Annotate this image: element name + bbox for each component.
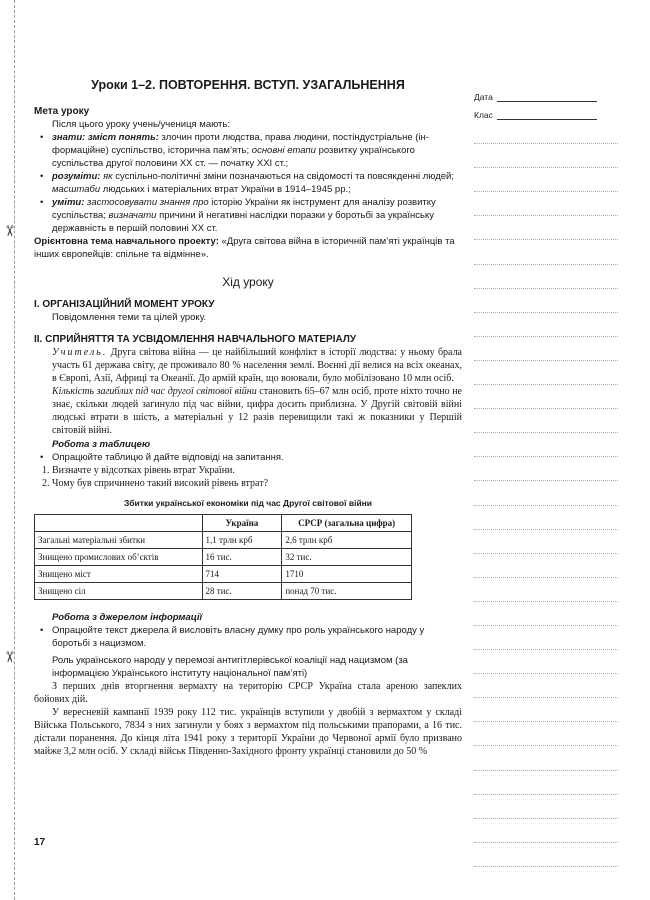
note-line[interactable]: [474, 192, 618, 216]
table-row: [35, 566, 412, 583]
note-line[interactable]: [474, 361, 618, 385]
note-line[interactable]: [474, 530, 618, 554]
table-row: [35, 532, 412, 549]
table-cell: 16 тис.: [202, 549, 282, 566]
goal-able: • уміти: застосовувати знання про історію України як інструмент для аналізу розвитку суспільства; визначати причини й негативні наслідки поразки у боротьбі за українську державність в першій половині XX ст.: [34, 196, 462, 235]
question-1: 1. Визначте у відсотках рівень втрат України.: [42, 465, 235, 476]
table-cell: 28 тис.: [202, 583, 282, 600]
note-line[interactable]: [474, 626, 618, 650]
note-line[interactable]: [474, 506, 618, 530]
table-cell: понад 70 тис.: [282, 583, 412, 600]
main-content: [34, 78, 462, 758]
note-line[interactable]: [474, 819, 618, 843]
table-cell: Загальні матеріальні збитки: [35, 532, 203, 549]
section-1-text: Повідомлення теми та цілей уроку.: [52, 312, 207, 323]
scissors-icon: ✂: [0, 650, 19, 664]
losses-table: [34, 514, 412, 600]
course-heading: Хід уроку: [222, 275, 274, 289]
source-title: Роль українського народу у перемозі антигітлерівської коаліції над нацизмом (за інформацією Українського інституту національної пам’яті): [52, 655, 408, 679]
table-row: [35, 549, 412, 566]
note-line[interactable]: [474, 144, 618, 168]
table-cell: Знищено міст: [35, 566, 203, 583]
note-line[interactable]: [474, 771, 618, 795]
source-paragraph-2: У вересневій кампанії 1939 року 112 тис. українців вступили у двобій з вермахтом у складі Війська Польського, 7834 з них загинули у боях з вермахтом під польськими прапорами, а 16 тис. дістали поранення. До кінця літа 1941 року з території України до Червоної армії було призвано майже 3,2 млн осіб. У складі військ Південно-Західного фронту українці становили до 50 %: [34, 707, 462, 757]
note-line[interactable]: [474, 168, 618, 192]
date-field[interactable]: [474, 84, 618, 102]
teacher-paragraph: Учитель. Друга світова війна — це найбільший конфлікт в історії людства: у ньому брала участь 61 держава світу, де проживало 80 % населення землі. Воєнні дії велися на всіх океанах, в Європі, Азії, Африці та Океанії. До армій країн, що воювали, було мобілізовано 10 млн осіб.: [52, 347, 462, 384]
losses-paragraph: Кількість загиблих під час другої світової війни становить 65–67 млн осіб, проте ніхто точно не знає, скільки людей загинуло під час війни, цифра досить приблизна. У Другій світовій війні людські втрати в шість, а матеріальні у 12 разів перевищили такі ж показники у Першій світовій війні.: [52, 386, 462, 436]
cut-line: [14, 0, 15, 900]
table-cell: 714: [202, 566, 282, 583]
section-1-heading: I. ОРГАНІЗАЦІЙНИЙ МОМЕНТ УРОКУ: [34, 299, 215, 310]
note-line[interactable]: [474, 602, 618, 626]
notes-sidebar: [474, 84, 618, 867]
source-task-heading: Робота з джерелом інформації: [52, 612, 203, 623]
note-line[interactable]: [474, 722, 618, 746]
class-line[interactable]: [497, 109, 597, 120]
note-line[interactable]: [474, 578, 618, 602]
teacher-label: Учитель.: [52, 347, 108, 358]
goal-understand: • розуміти: як суспільно-політичні зміни позначаються на свідомості та повсякденні людей; масштаби людських і матеріальних втрат України в 1914–1945 рр.;: [34, 170, 462, 196]
note-line[interactable]: [474, 843, 618, 867]
table-cell: 32 тис.: [282, 549, 412, 566]
title-prefix: Уроки 1–2.: [91, 78, 159, 92]
table-cell: 2,6 трлн крб: [282, 532, 412, 549]
goal-heading: Мета уроку: [34, 106, 90, 117]
note-line[interactable]: [474, 554, 618, 578]
understand-label: розуміти:: [52, 171, 101, 182]
note-line[interactable]: [474, 120, 618, 144]
page-number: 17: [34, 837, 46, 848]
note-line[interactable]: [474, 385, 618, 409]
lesson-title: [34, 78, 462, 92]
note-line[interactable]: [474, 289, 618, 313]
class-field[interactable]: [474, 102, 618, 120]
note-line[interactable]: [474, 265, 618, 289]
note-line[interactable]: [474, 337, 618, 361]
note-line[interactable]: [474, 746, 618, 770]
table-row: [35, 583, 412, 600]
table-header-row: [35, 515, 412, 532]
scissors-icon: ✂: [0, 224, 19, 238]
question-2: 2. Чому був спричинено такий високий рівень втрат?: [42, 478, 269, 489]
table-cell: 1,1 трлн крб: [202, 532, 282, 549]
project-topic: Орієнтовна тема навчального проекту: «Друга світова війна в історичній пам’яті українців та інших європейців: спільне та відмінне».: [34, 236, 455, 260]
table-cell: Знищено промислових об’єктів: [35, 549, 203, 566]
table-cell: Знищено сіл: [35, 583, 203, 600]
table-caption: Збитки української економіки під час Другої світової війни: [123, 498, 373, 508]
date-line[interactable]: [497, 91, 597, 102]
note-line[interactable]: [474, 698, 618, 722]
note-line[interactable]: [474, 240, 618, 264]
source-task-bullet: • Опрацюйте текст джерела й висловіть власну думку про роль українського народу у боротьбі з нацизмом.: [34, 624, 462, 650]
note-line[interactable]: [474, 313, 618, 337]
table-cell: 1710: [282, 566, 412, 583]
date-label: Дата: [474, 92, 493, 102]
class-label: Клас: [474, 110, 493, 120]
table-header-cell: Україна: [202, 515, 282, 532]
note-line[interactable]: [474, 433, 618, 457]
note-line[interactable]: [474, 795, 618, 819]
note-line[interactable]: [474, 481, 618, 505]
note-line[interactable]: [474, 216, 618, 240]
note-line[interactable]: [474, 650, 618, 674]
table-task-bullet: • Опрацюйте таблицю й дайте відповіді на запитання.: [34, 451, 462, 464]
table-header-cell: СРСР (загальна цифра): [282, 515, 412, 532]
source-paragraph-1: З перших днів вторгнення вермахту на територію СРСР Україна стала ареною запеклих бойових дій.: [34, 681, 462, 705]
table-task-heading: Робота з таблицею: [52, 439, 151, 450]
note-line[interactable]: [474, 409, 618, 433]
note-line[interactable]: [474, 674, 618, 698]
goal-know: • знати: зміст понять: злочин проти людства, права людини, постіндустріальне (інформаційне) суспільство, історична пам’ять; основні етапи розвитку українського суспільства другої половини XX ст. — початку XXI ст.;: [34, 131, 462, 170]
section-2-heading: II. СПРИЙНЯТТЯ ТА УСВІДОМЛЕННЯ НАВЧАЛЬНОГО МАТЕРІАЛУ: [34, 334, 357, 345]
notes-lines[interactable]: [474, 120, 618, 867]
table-header-cell: [35, 515, 203, 532]
title-main: ПОВТОРЕННЯ. ВСТУП. УЗАГАЛЬНЕННЯ: [158, 78, 405, 92]
note-line[interactable]: [474, 457, 618, 481]
know-label: знати: зміст понять:: [52, 132, 159, 143]
goal-intro: Після цього уроку учень/учениця мають:: [52, 119, 230, 130]
able-label: уміти:: [52, 197, 85, 208]
